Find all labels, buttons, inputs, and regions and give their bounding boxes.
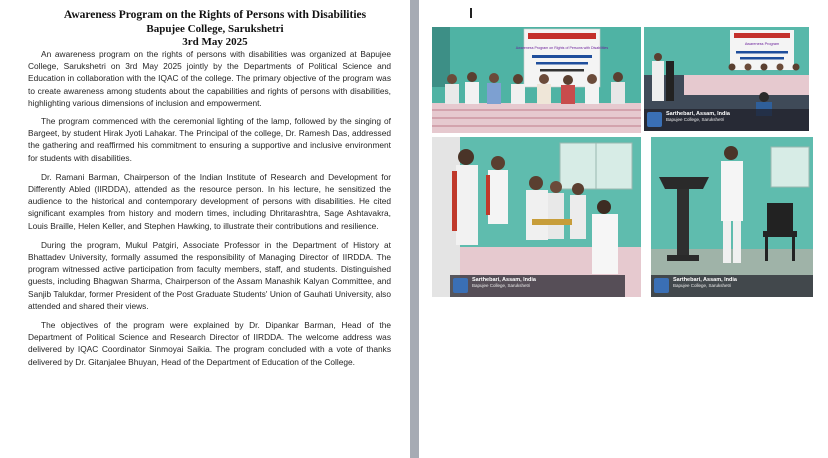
paragraph-3: Dr. Ramani Barman, Chairperson of the Indian Institute of Research and Development for Differently Abled (IIRDDA), attended as the resource person. In his lecture, he sensitized the audience to the historical and contemporary development of persons with disabilities. He cited significant examples from history and modern times, including Dhritarashtra, Sage Ashtavakra, Louis Braille, Helen Keller, and Stephen Hawking, to illustrate their contributions and resilience. bbox=[28, 171, 391, 231]
photo-2-caption bbox=[644, 109, 809, 131]
paragraph-4: During the program, Mukul Patgiri, Associate Professor in the Department of History at Bhattadev University, formally assumed the responsibility of Managing Director of IIRDDA. The program witnessed active participation from faculty members, staff, and students. Distinguished guests, including Bhagwan Sharma, Chairperson of the Assam Manashik Kalyan Committee, and Sanjib Talukdar, former President of the Post Graduate Students' Union of Gauhati University, also attended and shared their views. bbox=[28, 239, 391, 311]
photo-2-banner-text: Awareness Program bbox=[744, 42, 780, 46]
event-photo-3 bbox=[432, 137, 641, 297]
paragraph-5: The objectives of the program were explained by Dr. Dipankar Barman, Head of the Department of Political Science and Research Director of IIRDDA. The welcome address was delivered by IQAC Coordinator Sinmoyai Saikia. The program concluded with a vote of thanks delivered by Dr. Gitanjalee Bhuyan, Head of the Department of Education of the College. bbox=[28, 320, 391, 367]
document-page-left bbox=[0, 0, 410, 458]
map-pin-icon bbox=[453, 278, 468, 293]
map-pin-icon bbox=[647, 112, 662, 127]
paragraph-2: The program commenced with the ceremonial lighting of the lamp, followed by the singing of Bargeet, by student Hirak Jyoti Lahakar. The Principal of the college, Dr. Ramesh Das, addressed the gathering and reaffirmed his commitment to ensuring a supportive and inclusive environment for students with disabilities. bbox=[28, 116, 391, 163]
document-title: Awareness Program on the Rights of Persons with Disabilities bbox=[63, 9, 367, 21]
document-college: Bapujee College, Sarukshetri bbox=[146, 23, 284, 35]
document-date: 3rd May 2025 bbox=[182, 36, 248, 48]
photo-3-caption-title: Sarthebari, Assam, India bbox=[472, 277, 536, 283]
event-photo-2 bbox=[644, 27, 809, 131]
photo-4-caption bbox=[651, 275, 813, 297]
paragraph-1: An awareness program on the rights of persons with disabilities was organized at Bapujee College, Sarukshetri on 3rd May 2025 jointly by the Departments of Political Science and Education in collaboration with the IQAC of the college. The primary objective of the program was to create awareness among students about the capabilities and rights of persons with disabilities, highlighting various dimensions of inclusion and empowerment. bbox=[28, 49, 391, 108]
page-gutter bbox=[410, 0, 419, 458]
document-body bbox=[28, 48, 391, 375]
photo-2-caption-title: Sarthebari, Assam, India bbox=[666, 111, 730, 117]
photo-1-banner-text: Awareness Program on Rights of Persons with Disabilities bbox=[515, 46, 609, 50]
photo-3-caption bbox=[450, 275, 625, 297]
event-photo-1 bbox=[432, 27, 641, 133]
photo-2-caption-sub: Bapujee College, Sarukshetri bbox=[666, 117, 725, 123]
photo-4-caption-sub: Bapujee College, Sarukshetri bbox=[673, 283, 732, 289]
map-pin-icon bbox=[654, 278, 669, 293]
photo-4-caption-title: Sarthebari, Assam, India bbox=[673, 277, 737, 283]
photo-3-caption-sub: Bapujee College, Sarukshetri bbox=[472, 283, 531, 289]
event-photo-4 bbox=[651, 137, 813, 297]
text-cursor bbox=[470, 8, 472, 18]
